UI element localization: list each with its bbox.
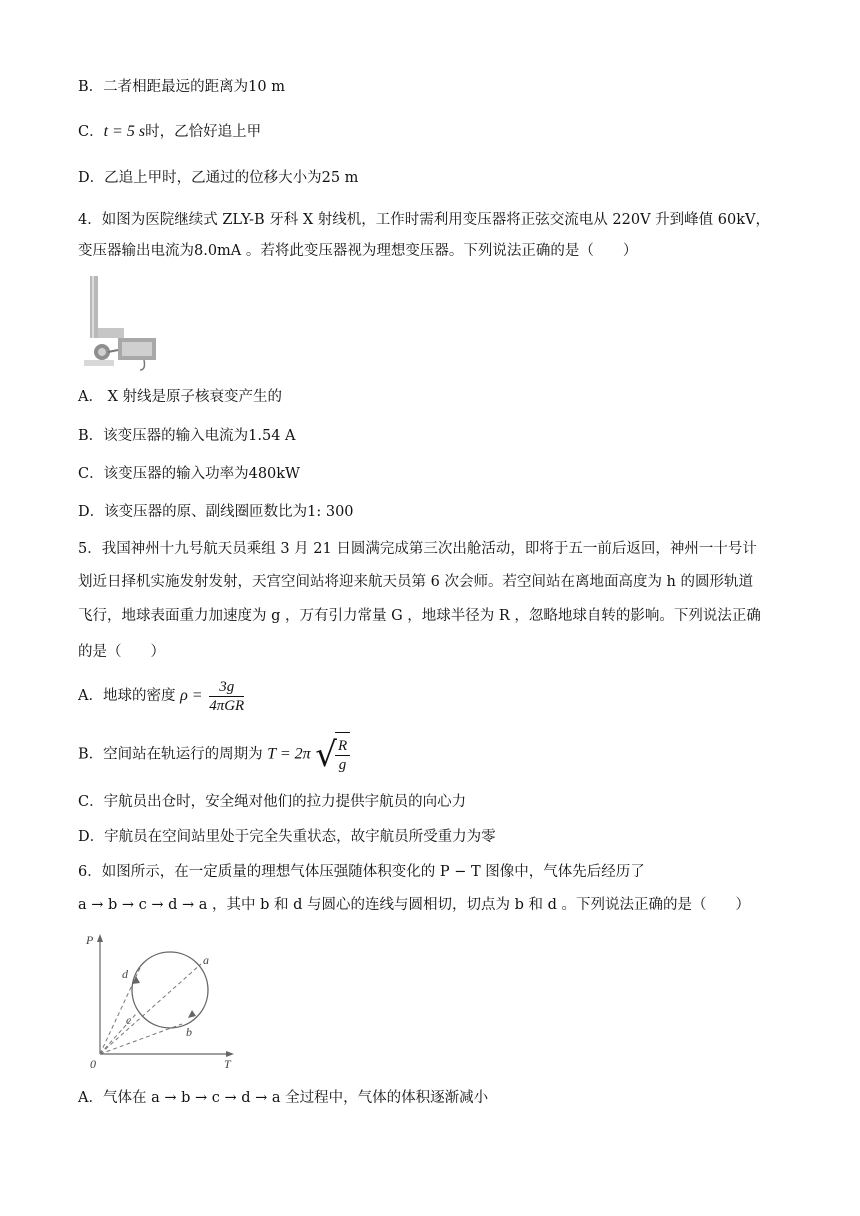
p-axis-label: P [86,933,94,947]
q5-option-a-prefix: A．地球的密度 [78,688,176,704]
q5-option-b-prefix: B．空间站在轨运行的周期为 [78,746,263,763]
point-d-label: d [122,967,128,981]
state-circle [132,952,208,1028]
q5-stem-line2: 划近日择机实施发射发射，天宫空间站将迎来航天员第 6 次会师。若空间站在离地面高度为 h 的圆形轨道 [78,574,753,590]
q3-option-c [78,122,261,142]
point-a-label: a [203,953,209,967]
q5-option-b [78,732,350,777]
p-t-graph [78,926,248,1074]
q5-option-a-lhs: ρ = [180,687,203,704]
xray-machine-image [78,272,168,372]
period-fraction [335,737,350,774]
q5-stem-line1: 5．我国神州十九号航天员乘组 3 月 21 日圆满完成第三次出舱活动，即将于五一前后返回，神州一十号计 [78,541,757,557]
sqrt-sign: √ [315,734,337,775]
q4-stem-line1: 4．如图为医院继续式 ZLY-B 牙科 X 射线机，工作时需利用变压器将正弦交流电从 220V 升到峰值 60kV， [78,212,770,228]
q6-stem-line2: a → b → c → d → a ，其中 b 和 d 与圆心的连线与圆相切，切点为 b 和 d 。下列说法正确的是（ ） [78,897,751,913]
q4-option-d: D．该变压器的原、副线圈匝数比为1: 300 [78,504,354,520]
q5-option-a [78,676,244,716]
period-numerator: R [335,737,350,756]
density-numerator: 3g [209,678,244,697]
line-oa [100,964,201,1054]
q3-option-c-math: t = 5 s [103,123,146,140]
q5-option-c: C．宇航员出仓时，安全绳对他们的拉力提供宇航员的向心力 [78,794,467,810]
period-denominator: g [338,756,347,773]
q3-option-d: D．乙追上甲时，乙通过的位移大小为25 m [78,170,359,186]
density-denominator: 4πGR [209,697,245,714]
density-fraction [209,678,244,715]
t-axis-label: T [224,1057,231,1071]
q4-option-b: B．该变压器的输入电流为1.54 A [78,428,296,444]
point-b-label: b [186,1025,192,1039]
q6-stem-line1: 6．如图所示，在一定质量的理想气体压强随体积变化的 P − T 图像中，气体先后经历了 [78,864,645,880]
q5-option-d: D．宇航员在空间站里处于完全失重状态，故宇航员所受重力为零 [78,829,496,845]
q6-option-a: A．气体在 a → b → c → d → a 全过程中，气体的体积逐渐减小 [78,1090,489,1106]
q4-option-c: C．该变压器的输入功率为480kW [78,466,300,482]
period-sqrt [315,732,350,777]
q5-stem-line3: 飞行，地球表面重力加速度为 g ，万有引力常量 G ，地球半径为 R ，忽略地球自转的影响。下列说法正确 [78,608,761,624]
point-c-label: c [126,1013,132,1027]
q5-stem-line4: 的是（ ） [78,644,165,660]
q5-option-b-lhs: T = 2π [267,745,311,763]
q3-option-c-prefix: C． [78,124,104,140]
origin-label: 0 [90,1057,96,1071]
q4-option-a: A． X 射线是原子核衰变产生的 [78,389,283,405]
q3-option-c-text: 时，乙恰好追上甲 [145,124,262,140]
q4-stem-line2: 变压器输出电流为8.0mA 。若将此变压器视为理想变压器。下列说法正确的是（ ） [78,243,638,259]
q3-option-b: B．二者相距最远的距离为10 m [78,79,285,95]
